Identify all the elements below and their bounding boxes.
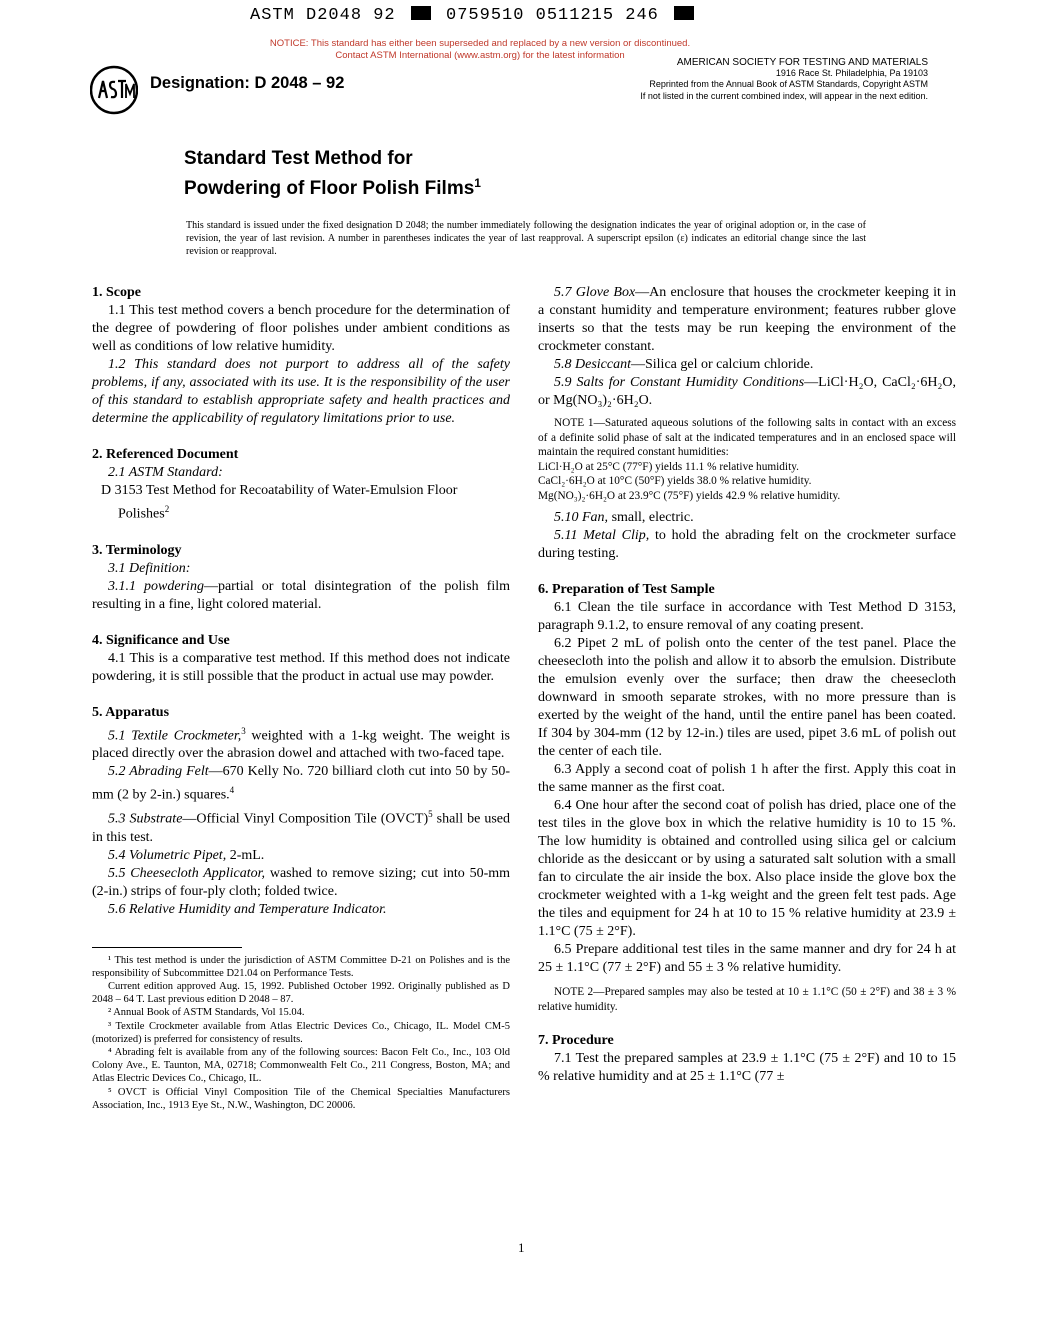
section-heading: 1. Scope	[92, 285, 141, 300]
paragraph: 6.2 Pipet 2 mL of polish onto the center of the test panel. Place the cheesecloth into the polish and allow it to absorb the emulsion. Distribute the emulsion evenly over the surface; then draw the cheesecloth downward in smooth separate strokes, with no more pressure than is exerted by the weight of the hand, until the entire panel has been coated. If 304 by 304-mm (12 by 12-in.) tiles are used, pipet 3.6 mL of polish out the center of each tile.	[538, 636, 956, 759]
footnote: ¹ This test method is under the jurisdiction of ASTM Committee D-21 on Polishes and is the responsibility of Subcommittee D21.04 on Performance Tests.	[92, 954, 510, 979]
notice-line-1: NOTICE: This standard has either been superseded and replaced by a new version or discontinued.	[269, 38, 691, 49]
right-column	[538, 284, 956, 1086]
issuance-statement: This standard is issued under the fixed designation D 2048; the number immediately following the designation indicates the year of original adoption or, in the case of revision, the year of last revision. A number in parentheses indicates the year of last reapproval. A superscript epsilon (ε) indicates an editorial change since the last revision or reapproval.	[186, 220, 866, 257]
left-column	[92, 284, 510, 1112]
society-name: AMERICAN SOCIETY FOR TESTING AND MATERIALS	[676, 57, 928, 68]
footnote-rule	[92, 947, 242, 948]
section-heading: 6. Preparation of Test Sample	[538, 582, 715, 597]
paragraph: 3.1 Definition:	[108, 560, 191, 576]
document-code-line	[250, 6, 790, 28]
paragraph: 4.1 This is a comparative test method. If this method does not indicate powdering, it is still possible that the product in actual use may powder.	[92, 650, 510, 684]
title-footnote-ref: 1	[474, 176, 481, 190]
section-heading: 5. Apparatus	[92, 704, 170, 720]
notice-line-2: Contact ASTM International (www.astm.org) for the latest information	[335, 50, 625, 61]
paragraph: 1.2 This standard does not purport to address all of the safety problems, if any, associated with its use. It is the responsibility of the user of this standard to establish appropriate safety and health practices and determine the applicability of regulatory limitations prior to use.	[92, 357, 510, 426]
paragraph: 1.1 This test method covers a bench procedure for the determination of the degree of powdering of floor polishes under ambient conditions as well as conditions of low relative humidity.	[92, 303, 510, 354]
code-b: 0759510 0511215 246	[446, 6, 659, 25]
paragraph: 6.5 Prepare additional test tiles in the same manner and dry for 24 h at 25 ± 1.1°C (77 ± 2°F) and 55 ± 3 % relative humidity.	[538, 942, 956, 975]
code-a: ASTM D2048 92	[250, 6, 396, 25]
paragraph: 5.6 Relative Humidity and Temperature Indicator.	[108, 901, 387, 917]
paragraph: 5.7 Glove Box—An enclosure that houses the crockmeter keeping it in a constant humidity and temperature environment; features rubber glove inserts so that the tests may be run keeping the environment of the crockmeter constant.	[538, 285, 956, 354]
footnote: ² Annual Book of ASTM Standards, Vol 15.04.	[108, 1007, 305, 1019]
paragraph: 5.3 Substrate—Official Vinyl Composition Tile (OVCT)$^5$ shall be used in this test.	[92, 808, 510, 845]
society-index-note: If not listed in the current combined index, will appear in the next edition.	[640, 90, 928, 101]
paragraph: 7.1 Test the prepared samples at 23.9 ± 1.1°C (75 ± 2°F) and 10 to 15 % relative humidity and at 25 ± 1.1°C (77 ±	[538, 1051, 956, 1084]
note-1: NOTE 1—Saturated aqueous solutions of the following salts in contact with an excess of a definite solid phase of salt at the indicated temperatures and in an enclosed space will maintain the required constant humidities: LiCl·H₂O at 25°C (77°F) yields 11.1 % relative humidity. CaCl₂·6H₂O at 10°C (50°F) yields 38.0 % relative humidity. Mg(NO₃)₂·6H₂O at 23.9°C (75°F) yields 42.9 % relative humidity.	[538, 417, 956, 502]
black-block-mark	[674, 6, 694, 20]
title-line-1: Standard Test Method for	[184, 148, 413, 169]
standard-title	[184, 146, 481, 201]
section-heading: 4. Significance and Use	[92, 632, 230, 648]
paragraph: 5.11 Metal Clip, to hold the abrading felt on the crockmeter surface during testing.	[538, 528, 957, 561]
paragraph: 6.3 Apply a second coat of polish 1 h after the first. Apply this coat in the same manner as the first coat.	[538, 762, 956, 795]
paragraph: 6.1 Clean the tile surface in accordance with Test Method D 3153, paragraph 9.1.2, to ensure removal of any coating present.	[538, 600, 956, 633]
society-reprint: Reprinted from the Annual Book of ASTM Standards, Copyright ASTM	[649, 79, 928, 90]
note-2: NOTE 2—Prepared samples may also be tested at 10 ± 1.1°C (50 ± 2°F) and 38 ± 3 % relative humidity.	[538, 986, 956, 1013]
paragraph: 2.1 ASTM Standard:	[108, 465, 223, 480]
section-heading: 3. Terminology	[92, 542, 182, 558]
reference-entry: D 3153 Test Method for Recoatability of Water-Emulsion Floor Polishes$^2$	[101, 483, 458, 522]
paragraph: 5.2 Abrading Felt—670 Kelly No. 720 billiard cloth cut into 50 by 50-mm (2 by 2-in.) squares.$^4$	[92, 764, 510, 803]
footnote: Current edition approved Aug. 15, 1992. Published October 1992. Originally published as D 2048 – 64 T. Last previous edition D 2048 – 87.	[92, 981, 510, 1006]
paragraph: 5.9 Salts for Constant Humidity Conditions—LiCl·H₂O, CaCl₂·6H₂O, or Mg(NO₃)₂·6H₂O.	[538, 375, 956, 408]
paragraph: 5.5 Cheesecloth Applicator, washed to remove sizing; cut into 50-mm (2-in.) strips of four-ply cloth; folded twice.	[92, 865, 511, 899]
paragraph: 3.1.1 powdering—partial or total disintegration of the polish film resulting in a fine, light colored material.	[92, 578, 510, 612]
paragraph: 5.1 Textile Crockmeter,$^3$ weighted with a 1-kg weight. The weight is placed directly over the abrasion dowel and attached with two-faced tape.	[92, 725, 510, 762]
footnote: ⁴ Abrading felt is available from any of the following sources: Bacon Felt Co., Inc., 103 Old Colony Ave., E. Taunton, MA, 02718; Commonwealth Felt Co., 211 Congress, Boston, MA; and Atlas Electric Devices Co., Chicago, IL.	[92, 1047, 510, 1085]
footnote: ⁵ OVCT is Official Vinyl Composition Tile of the Chemical Specialties Manufacturers Association, Inc., 1913 Eye St., N.W., Washington, DC 20006.	[92, 1086, 510, 1111]
paragraph: 5.8 Desiccant—Silica gel or calcium chloride.	[554, 357, 814, 372]
section-heading: 7. Procedure	[538, 1033, 614, 1048]
section-heading: 2. Referenced Document	[92, 447, 239, 462]
paragraph: 6.4 One hour after the second coat of polish has dried, place one of the test tiles in the glove box in which the relative humidity is 10 to 15 %. The low humidity is obtained and controlled using silica gel or calcium chloride as the desiccant or by using a saturated salt solution with a small fan to circulate the air inside the box. Also place inside the glove box the crockmeter weighted with a 1-kg weight and the green felt test pads. Age the tiles and equipment for 24 h at 10 to 15 % relative humidity at 23.9 ± 1.1°C (75 ± 2°F).	[538, 798, 956, 939]
footnotes	[92, 954, 510, 1112]
footnote: ³ Textile Crockmeter available from Atlas Electric Devices Co., Chicago, IL. Model CM-5 (motorized) is preferred for consistency of results.	[92, 1020, 510, 1045]
society-block	[560, 57, 928, 102]
society-address: 1916 Race St. Philadelphia, Pa 19103	[775, 68, 928, 79]
astm-logo-icon	[90, 64, 138, 116]
paragraph: 5.10 Fan, small, electric.	[554, 510, 694, 525]
designation: Designation: D 2048 – 92	[150, 74, 345, 92]
black-block-mark	[411, 6, 431, 20]
title-line-2: Powdering of Floor Polish Films	[184, 178, 475, 199]
page-number: 1	[518, 1240, 525, 1255]
paragraph: 5.4 Volumetric Pipet, 2-mL.	[108, 847, 265, 863]
